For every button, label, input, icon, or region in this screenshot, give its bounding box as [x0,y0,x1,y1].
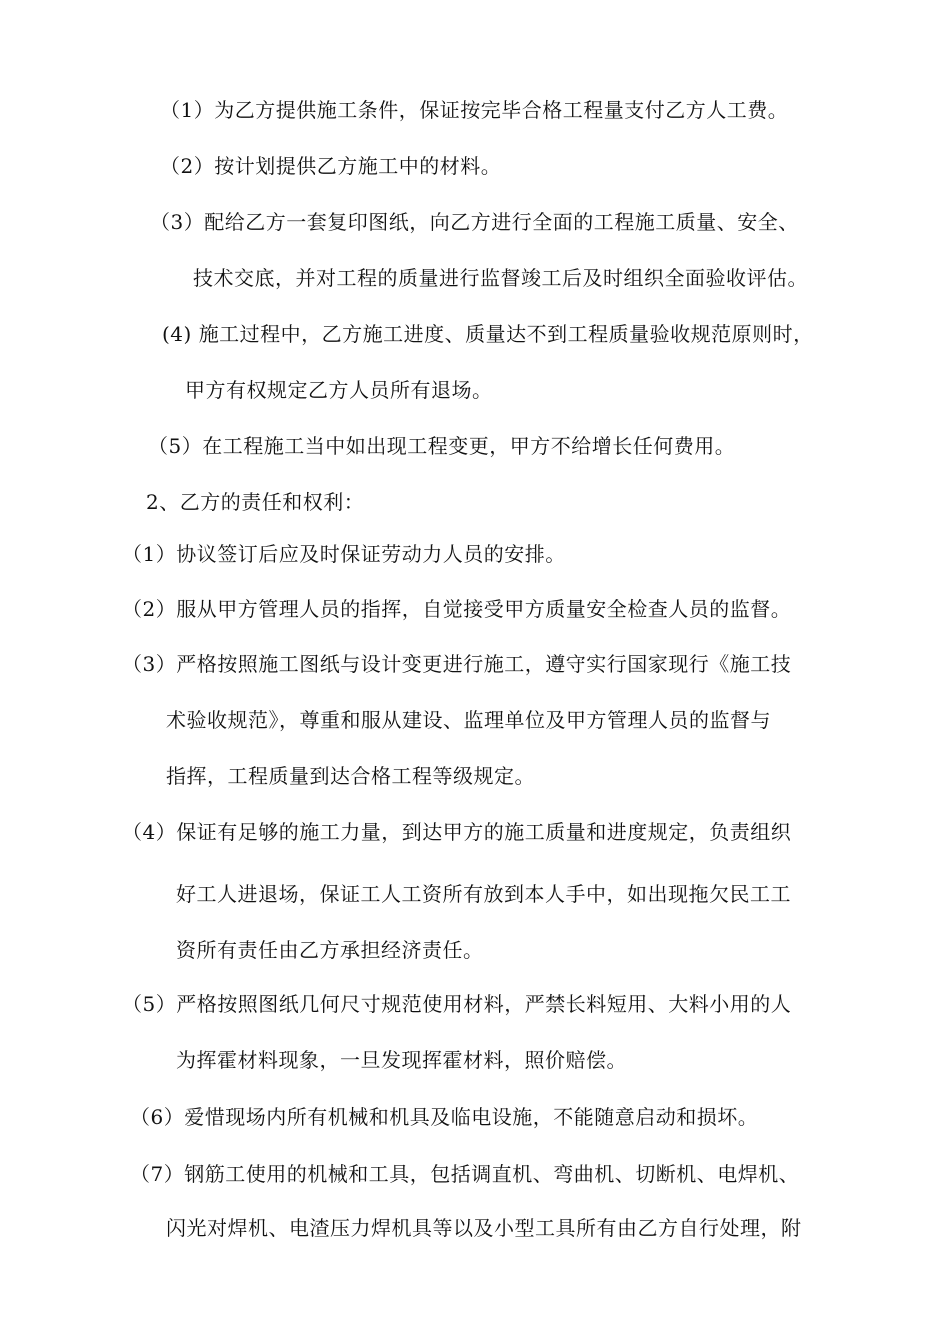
text-line: 甲方有权规定乙方人员所有退场。 [185,378,493,402]
text-line: （6）爱惜现场内所有机械和机具及临电设施，不能随意启动和损坏。 [130,1105,759,1129]
text-line: （1）协议签订后应及时保证劳动力人员的安排。 [122,542,566,566]
text-line: 术验收规范》，尊重和服从建设、监理单位及甲方管理人员的监督与 [166,708,771,732]
section-heading: 2、乙方的责任和权利： [146,490,365,514]
text-line: （7）钢筋工使用的机械和工具，包括调直机、弯曲机、切断机、电焊机、 [130,1162,800,1186]
text-line: （2）按计划提供乙方施工中的材料。 [160,154,502,178]
text-line: （3）配给乙方一套复印图纸，向乙方进行全面的工程施工质量、安全、 [150,210,799,234]
text-line: (4) 施工过程中，乙方施工进度、质量达不到工程质量验收规范原则时， [162,322,814,346]
text-line: 闪光对焊机、电渣压力焊机具等以及小型工具所有由乙方自行处理，附 [166,1216,802,1240]
text-line: （1）为乙方提供施工条件，保证按完毕合格工程量支付乙方人工费。 [160,98,789,122]
text-line: （5）严格按照图纸几何尺寸规范使用材料，严禁长料短用、大料小用的人 [122,992,792,1016]
text-line: 为挥霍材料现象，一旦发现挥霍材料，照价赔偿。 [176,1048,627,1072]
text-line: 技术交底，并对工程的质量进行监督竣工后及时组织全面验收评估。 [193,266,808,290]
text-line: 资所有责任由乙方承担经济责任。 [176,938,484,962]
text-line: （5）在工程施工当中如出现工程变更，甲方不给增长任何费用。 [148,434,736,458]
text-line: 指挥，工程质量到达合格工程等级规定。 [166,764,535,788]
text-line: （4）保证有足够的施工力量，到达甲方的施工质量和进度规定，负责组织 [122,820,792,844]
text-line: （2）服从甲方管理人员的指挥，自觉接受甲方质量安全检查人员的监督。 [122,597,792,621]
text-line: （3）严格按照施工图纸与设计变更进行施工，遵守实行国家现行《施工技 [122,652,792,676]
text-line: 好工人进退场，保证工人工资所有放到本人手中，如出现拖欠民工工 [176,882,791,906]
